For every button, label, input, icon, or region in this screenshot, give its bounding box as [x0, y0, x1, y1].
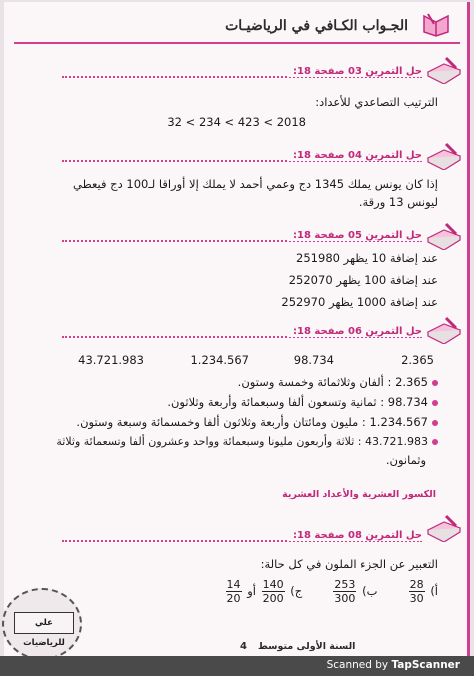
exercise-06-bullet: 43.721.983 : ثلاثة وأربعون مليونا وسبعمائة وواحد وعشرون ألفا وتسعمائة وثلاثة [56, 434, 438, 450]
exercise-06-bullet-cont: وثمانون. [385, 453, 426, 467]
scanner-watermark: Scanned by TapScanner [326, 659, 460, 671]
footer-level: السنة الأولى متوسط [258, 641, 356, 652]
exercise-04-title: حل التمرين 04 صفحة 18: [62, 150, 422, 166]
book-logo-icon [420, 12, 454, 38]
exercise-05-title: حل التمرين 05 صفحة 18: [62, 230, 422, 246]
bullet-icon [432, 420, 438, 426]
exercise-05-row: عند إضافة 10 يظهر 251980 [296, 251, 438, 265]
page-header [14, 8, 460, 44]
book-pencil-icon [426, 142, 462, 170]
book-pencil-icon [426, 56, 462, 84]
exercise-08-answers [224, 576, 438, 606]
exercise-06-number: 43.721.983 [78, 353, 144, 367]
bullet-icon [432, 380, 438, 386]
exercise-05-row: عند إضافة 100 يظهر 252070 [288, 273, 438, 287]
exercise-06-number: 98.734 [293, 353, 334, 367]
book-pencil-icon [426, 222, 462, 250]
exercise-04-line1: إذا كان يونس يملك 1345 دج وعمي أحمد لا يملك إلا أوراقا لـ100 دج فيعطي [72, 177, 438, 191]
exercise-03-title: حل التمرين 03 صفحة 18: [62, 66, 422, 82]
fraction-b: $\frac{253}{300}$ [334, 578, 356, 605]
answer-b-label: ب) [362, 584, 378, 598]
answer-c-label: ج) [290, 584, 303, 598]
exercise-06-number: 2.365 [401, 353, 434, 367]
section-heading: الكسور العشرية والأعداد العشرية [282, 489, 436, 500]
book-pencil-icon [426, 514, 462, 542]
exercise-05-row: عند إضافة 1000 يظهر 252970 [281, 295, 438, 309]
exercise-03-order: 32 < 234 < 423 < 2018 [167, 115, 306, 129]
stamp-seal [2, 588, 82, 660]
exercise-04-line2: ليونس 13 ورقة. [358, 195, 438, 209]
exercise-06-title: حل التمرين 06 صفحة 18: [62, 326, 422, 342]
exercise-03-text: الترتيب التصاعدي للأعداد: [315, 95, 438, 109]
or-text: أو [247, 584, 256, 598]
fraction-c2: $\frac{14}{20}$ [226, 578, 241, 605]
page-title: الجـواب الكـافي في الرياضيـات [225, 18, 408, 34]
page-number: 4 [240, 641, 247, 652]
fraction-a: $\frac{28}{30}$ [409, 578, 424, 605]
exercise-08-title: حل التمرين 08 صفحة 18: [62, 530, 422, 546]
exercise-06-bullet: 1.234.567 : مليون ومائتان وأربعة وثلاثون ألفا وخمسمائة وسبعة وستون. [76, 414, 438, 430]
book-pencil-icon [426, 316, 462, 344]
exercise-08-text: التعبير عن الجزء الملون في كل حالة: [260, 557, 438, 571]
fraction-c1: $\frac{140}{200}$ [262, 578, 284, 605]
exercise-06-bullet: 2.365 : ألفان وثلاثمائة وخمسة وستون. [238, 374, 438, 390]
exercise-06-bullet: 98.734 : ثمانية وتسعون ألفا وسبعمائة وأربعة وثلاثون. [167, 394, 438, 410]
answer-a-label: أ) [430, 584, 438, 598]
stamp-text: علي للرياضيات [14, 612, 74, 634]
bullet-icon [432, 439, 438, 445]
bullet-icon [432, 400, 438, 406]
exercise-06-number: 1.234.567 [190, 353, 249, 367]
